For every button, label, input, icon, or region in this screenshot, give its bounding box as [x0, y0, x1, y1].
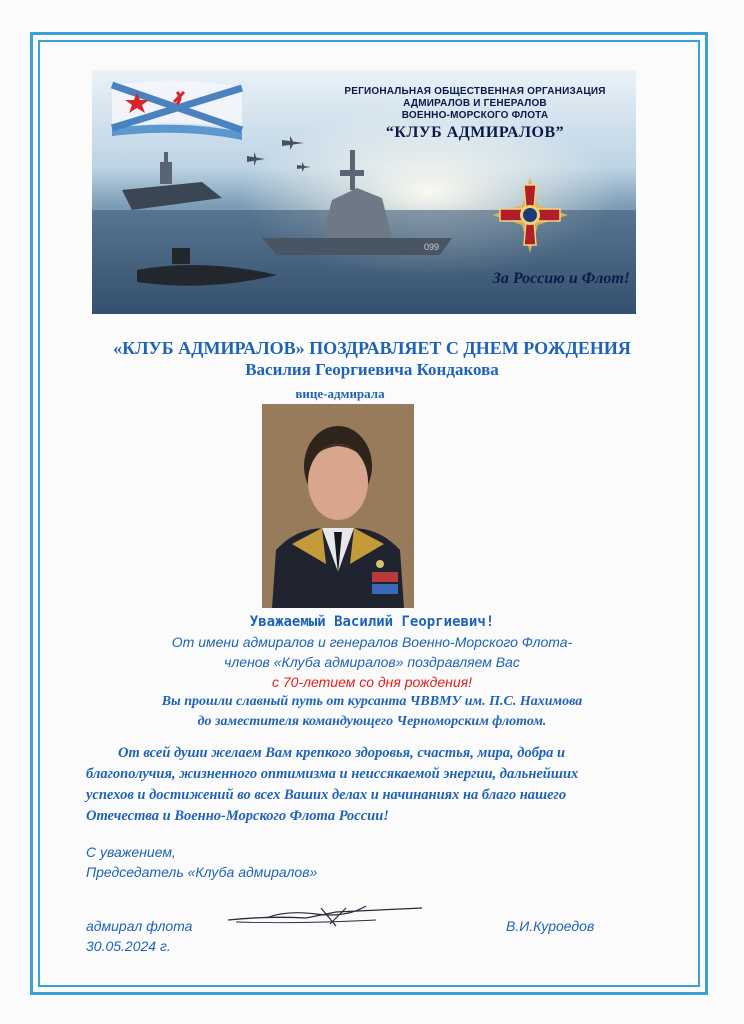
- signer-name: В.И.Куроедов: [506, 918, 595, 934]
- wishes-line-2: благополучия, жизненного оптимизма и неиссякаемой энергии, дальнейших: [86, 766, 579, 782]
- career-line-1: Вы прошли славный путь от курсанта ЧВВМУ им. П.С. Нахимова: [161, 694, 583, 709]
- greeting-address: Уважаемый Василий Георгиевич!: [249, 614, 495, 630]
- organization-title: [320, 86, 630, 144]
- chairman-title: Председатель «Клуба адмиралов»: [86, 864, 318, 880]
- wishes-line-4: Отечества и Военно-Морского Флота России!: [86, 808, 389, 824]
- org-line-3: ВОЕННО-МОРСКОГО ФЛОТА: [401, 110, 549, 121]
- wishes-paragraph: [86, 743, 656, 827]
- motto: За Россию и Флот!: [492, 270, 630, 287]
- portrait-photo: [262, 404, 414, 608]
- regards-text: С уважением,: [86, 844, 176, 860]
- wishes-line-1: От всей души желаем Вам крепкого здоровья, счастья, мира, добра и: [118, 745, 566, 761]
- honoree-name: Василия Георгиевича Кондакова: [245, 360, 499, 379]
- greeting-line-2: членов «Клуба адмиралов» поздравляем Вас: [224, 654, 520, 670]
- club-name: “КЛУБ АДМИРАЛОВ”: [385, 124, 565, 141]
- org-line-1: РЕГИОНАЛЬНАЯ ОБЩЕСТВЕННАЯ ОРГАНИЗАЦИЯ: [344, 86, 606, 97]
- greeting-line-1: От имени адмиралов и генералов Военно-Морского Флота-: [171, 634, 573, 650]
- anniversary-line: с 70-летием со дня рождения!: [272, 674, 472, 690]
- document-date: 30.05.2024 г.: [86, 938, 171, 954]
- wishes-line-3: успехов и достижений во всех Ваших делах и начинаниях на благо нашего: [86, 787, 567, 803]
- greeting-block: [40, 612, 704, 732]
- handwritten-signature: [226, 900, 426, 930]
- org-line-2: АДМИРАЛОВ И ГЕНЕРАЛОВ: [403, 98, 547, 109]
- honoree-rank: вице-адмирала: [295, 386, 385, 401]
- career-line-2: до заместителя командующего Черноморским флотом.: [197, 714, 547, 729]
- page-title: «КЛУБ АДМИРАЛОВ» ПОЗДРАВЛЯЕТ С ДНЕМ РОЖДЕНИЯ: [113, 338, 631, 358]
- svg-text:099: 099: [424, 242, 440, 252]
- naval-flag-icon: [112, 81, 242, 140]
- signer-rank: адмирал флота: [86, 918, 193, 934]
